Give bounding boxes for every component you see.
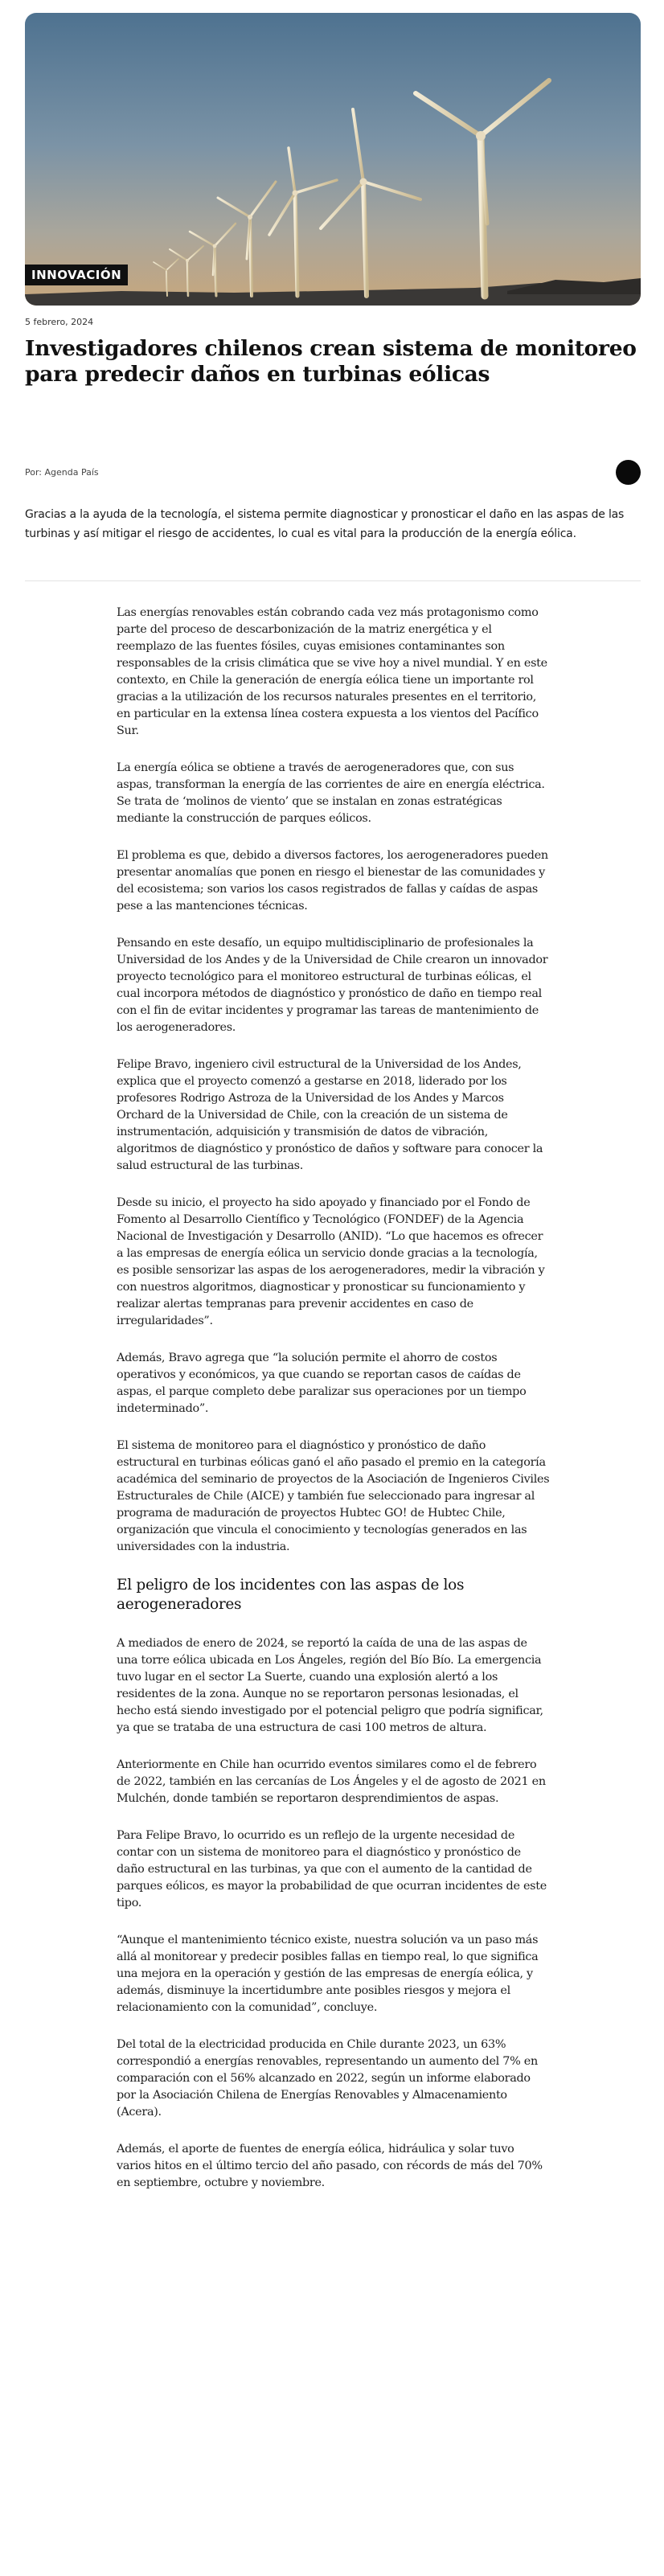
body-paragraph: Felipe Bravo, ingeniero civil estructural de la Universidad de los Andes, explica que el proyecto comenzó a gestarse en 2018, liderado por los profesores Rodrigo Astroza de la Universidad de los Andes y Marcos Orchard de la Universidad de Chile, con la creación de un sistema de instrumentación, adquisición y transmisión de datos de vibración, algoritmos de diagnóstico y pronóstico de daños y software para conocer la salud estructural de las turbinas.: [117, 1058, 543, 1172]
body-paragraph: El problema es que, debido a diversos factores, los aerogeneradores pueden presentar anomalías que ponen en riesgo el bienestar de las comunidades y del ecosistema; son varios los casos registrados de fallas y caídas de aspas pese a las mantenciones técnicas.: [117, 849, 548, 913]
article-body: [117, 605, 551, 2212]
body-paragraph: A mediados de enero de 2024, se reportó la caída de una de las aspas de una torre eólica ubicada en Los Ángeles, región del Bío Bío. La emergencia tuvo lugar en el sector La Suerte, cuando una explosión alertó a los residentes de la zona. Aunque no se reportaron personas lesionadas, el hecho está siendo investigado por el potencial peligro que podría significar, ya que se trataba de una estructura de casi 100 metros de altura.: [117, 1637, 543, 1734]
body-paragraph: Anteriormente en Chile han ocurrido eventos similares como el de febrero de 2022, también en las cercanías de Los Ángeles y el de agosto de 2021 en Mulchén, donde también se reportaron desprendimientos de aspas.: [117, 1758, 546, 1805]
divider: [25, 580, 641, 581]
body-paragraph: Las energías renovables están cobrando cada vez más protagonismo como parte del proceso de descarbonización de la matriz energética y el reemplazo de las fuentes fósiles, cuyas emisiones contaminantes son responsables de la crisis climática que se vive hoy a nivel mundial. Y en este contexto, en Chile la generación de energía eólica tiene un importante rol gracias a la utilización de los recursos naturales presentes en el territorio, en particular en la extensa línea costera expuesta a los vientos del Pacífico Sur.: [117, 606, 547, 737]
body-paragraph: La energía eólica se obtiene a través de aerogeneradores que, con sus aspas, transforman la energía de las corrientes de aire en energía eléctrica. Se trata de ‘molinos de viento’ que se instalan en zonas estratégicas mediante la construcción de parques eólicos.: [117, 761, 545, 825]
body-paragraph: Además, Bravo agrega que “la solución permite el ahorro de costos operativos y económicos, ya que cuando se reportan casos de caídas de aspas, el parque completo debe paralizar sus operaciones por un tiempo indeterminado”.: [117, 1352, 527, 1415]
wind-turbines-image: [25, 13, 641, 306]
author-byline: Por: Agenda País: [25, 467, 99, 478]
body-paragraph: Desde su inicio, el proyecto ha sido apoyado y financiado por el Fondo de Fomento al Desarrollo Científico y Tecnológico (FONDEF) de la Agencia Nacional de Investigación y Desarrollo (ANID). “Lo que hacemos es ofrecer a las empresas de energía eólica un servicio donde gracias a la tecnología, es posible sensorizar las aspas de los aerogeneradores, medir la vibración y con nuestros algoritmos, diagnosticar y pronosticar su funcionamiento y realizar alertas tempranas para prevenir accidentes en caso de irregularidades”.: [117, 1196, 545, 1327]
body-paragraph: Para Felipe Bravo, lo ocurrido es un reflejo de la urgente necesidad de contar con un sistema de monitoreo para el diagnóstico y pronóstico de daño estructural en las turbinas, ya que con el aumento de la cantidad de parques eólicos, es mayor la probabilidad de que ocurran incidentes de este tipo.: [117, 1829, 547, 1909]
body-paragraph: “Aunque el mantenimiento técnico existe, nuestra solución va un paso más allá al monitorear y predecir posibles fallas en tiempo real, lo que significa una mejora en la operación y gestión de las empresas de energía eólica, y además, disminuye la incertidumbre ante posibles riesgos y mejora el relacionamiento con la comunidad”, concluye.: [117, 1934, 539, 2014]
body-paragraph: Además, el aporte de fuentes de energía eólica, hidráulica y solar tuvo varios hitos en el último tercio del año pasado, con récords de más del 70% en septiembre, octubre y noviembre.: [117, 2143, 543, 2189]
publish-date: 5 febrero, 2024: [25, 317, 94, 327]
body-paragraph: Del total de la electricidad producida en Chile durante 2023, un 63% correspondió a energías renovables, representando un aumento del 7% en comparación con el 56% alcanzado en 2022, según un informe elaborado por la Asociación Chilena de Energías Renovables y Almacenamiento (Acera).: [117, 2038, 538, 2119]
article-summary: Gracias a la ayuda de la tecnología, el sistema permite diagnosticar y pronosticar el daño en las aspas de las turbinas y así mitigar el riesgo de accidentes, lo cual es vital para la producción de la energía eólica.: [25, 508, 625, 540]
body-paragraph: Pensando en este desafío, un equipo multidisciplinario de profesionales la Universidad de los Andes y de la Universidad de Chile crearon un innovador proyecto tecnológico para el monitoreo estructural de turbinas eólicas, el cual incorpora métodos de diagnóstico y pronóstico de daño en tiempo real con el fin de evitar incidentes y programar las tareas de mantenimiento de los aerogeneradores.: [117, 937, 548, 1034]
body-paragraph: El sistema de monitoreo para el diagnóstico y pronóstico de daño estructural en turbinas eólicas ganó el año pasado el premio en la categoría académica del seminario de proyectos de la Asociación de Ingenieros Civiles Estructurales de Chile (AICE) y también fue seleccionado para ingresar al programa de maduración de proyectos Hubtec GO! de Hubtec Chile, organización que vincula el conocimiento y tecnologías generados en las universidades con la industria.: [117, 1439, 550, 1553]
hero-image: [25, 13, 641, 306]
share-button[interactable]: [616, 460, 641, 485]
section-heading: El peligro de los incidentes con las aspas de los aerogeneradores: [117, 1577, 465, 1613]
category-badge[interactable]: INNOVACIÓN: [25, 265, 128, 285]
article-title: Investigadores chilenos crean sistema de monitoreo para predecir daños en turbinas eólicas: [25, 336, 637, 387]
